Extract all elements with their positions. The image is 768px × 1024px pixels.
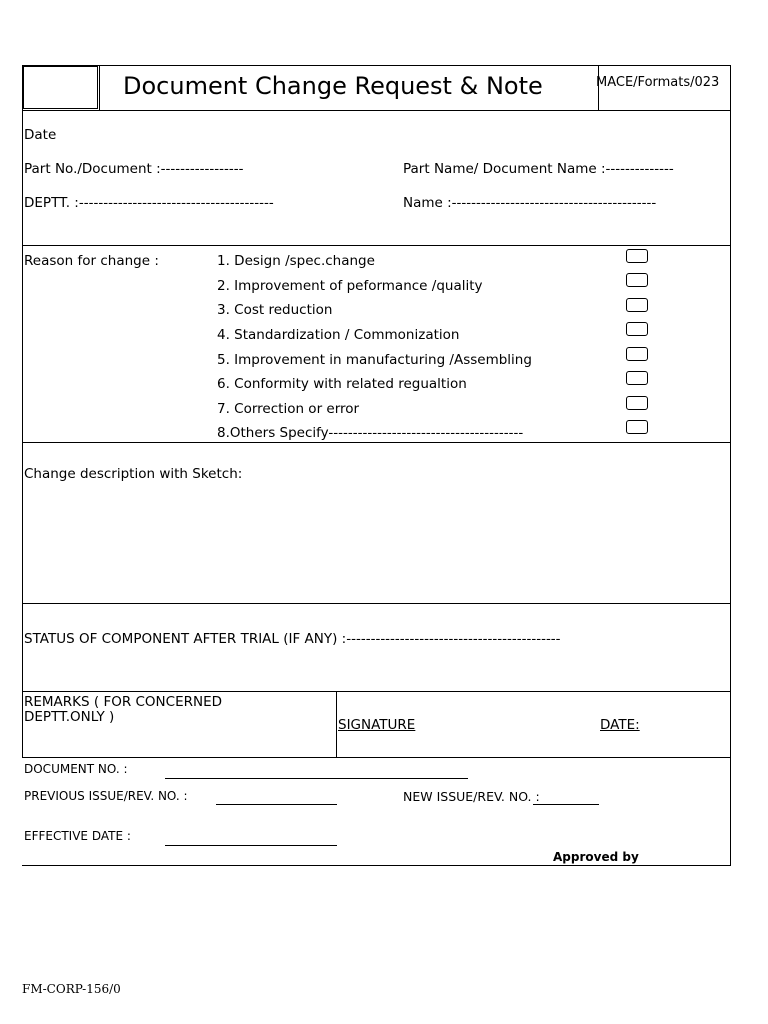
sketch-area[interactable]: [23, 488, 730, 602]
reasons-bottom-line: [22, 442, 731, 443]
name-field[interactable]: Name :------------------------------------------: [403, 195, 657, 211]
previous-issue-line[interactable]: [216, 804, 337, 805]
change-description-label: Change description with Sketch:: [24, 466, 243, 482]
part-no-field[interactable]: Part No./Document :-----------------: [24, 161, 244, 177]
reason-item: 5. Improvement in manufacturing /Assembling: [217, 352, 532, 368]
reason-checkbox-2[interactable]: [626, 273, 648, 287]
reason-checkbox-5[interactable]: [626, 347, 648, 361]
effective-date-line[interactable]: [165, 845, 337, 846]
reason-item: 1. Design /spec.change: [217, 253, 375, 269]
remarks-label-line2: DEPTT.ONLY ): [24, 709, 115, 725]
reason-item: 6. Conformity with related regualtion: [217, 376, 467, 392]
remarks-label-line1: REMARKS ( FOR CONCERNED: [24, 694, 223, 710]
document-title: Document Change Request & Note: [123, 72, 543, 100]
remarks-divider: [336, 691, 337, 758]
reason-checkbox-8[interactable]: [626, 420, 648, 434]
reason-item: 2. Improvement of peformance /quality: [217, 278, 483, 294]
frame-bottom-line: [22, 865, 731, 866]
remarks-date-label: DATE:: [600, 717, 640, 733]
remarks-bottom-line: [22, 757, 731, 758]
reason-checkbox-4[interactable]: [626, 322, 648, 336]
frame-top-line: [22, 65, 731, 66]
status-field[interactable]: STATUS OF COMPONENT AFTER TRIAL (IF ANY) :--------------------------------------------: [24, 631, 561, 647]
document-no-line[interactable]: [165, 778, 468, 779]
new-issue-label: NEW ISSUE/REV. NO. :: [403, 789, 540, 804]
part-name-field[interactable]: Part Name/ Document Name :--------------: [403, 161, 674, 177]
status-bottom-line: [22, 691, 731, 692]
reason-item: 3. Cost reduction: [217, 302, 333, 318]
format-code: MACE/Formats/023: [596, 75, 720, 90]
reason-checkbox-7[interactable]: [626, 396, 648, 410]
reason-item: 7. Correction or error: [217, 401, 360, 417]
logo-box-divider: [99, 65, 100, 111]
deptt-field[interactable]: DEPTT. :----------------------------------------: [24, 195, 274, 211]
effective-date-label: EFFECTIVE DATE :: [24, 829, 131, 843]
date-label: Date: [24, 127, 57, 143]
frame-left-line: [22, 65, 23, 758]
signature-label: SIGNATURE: [338, 717, 416, 733]
previous-issue-label: PREVIOUS ISSUE/REV. NO. :: [24, 789, 188, 803]
logo-box: [23, 66, 98, 109]
description-bottom-line: [22, 603, 731, 604]
reason-item: 8.Others Specify----------------------------------------: [217, 425, 524, 441]
frame-right-line: [730, 65, 731, 866]
header-bottom-line: [22, 110, 731, 111]
approved-by-label: Approved by: [553, 850, 639, 864]
reason-checkbox-6[interactable]: [626, 371, 648, 385]
info-bottom-line: [22, 245, 731, 246]
reason-checkbox-1[interactable]: [626, 249, 648, 263]
form-code: FM-CORP-156/0: [22, 982, 121, 996]
reason-checkbox-3[interactable]: [626, 298, 648, 312]
new-issue-line[interactable]: [533, 804, 599, 805]
reason-item: 4. Standardization / Commonization: [217, 327, 460, 343]
document-no-label: DOCUMENT NO. :: [24, 762, 128, 776]
reason-label: Reason for change :: [24, 253, 159, 269]
